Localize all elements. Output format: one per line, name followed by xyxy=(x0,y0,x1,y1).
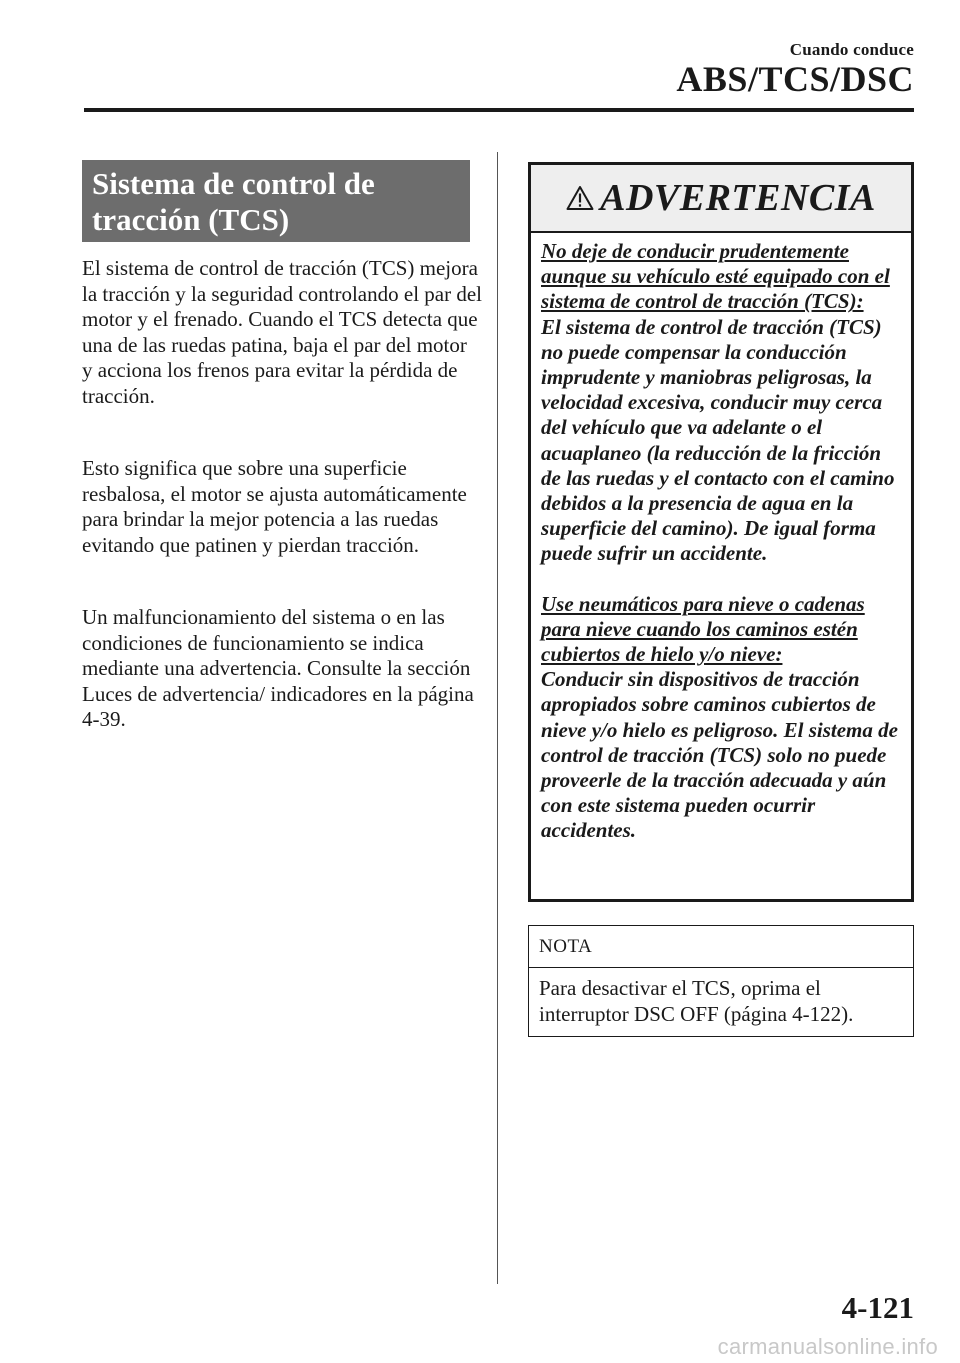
warning-body xyxy=(531,233,911,844)
column-divider xyxy=(497,152,498,1284)
body-paragraph-malfunction: Un malfuncionamiento del sistema o en las condiciones de funcionamiento se indica mediante una advertencia. Consulte la sección Luces de advertencia/ indicadores en la página 4-39. xyxy=(82,605,474,731)
running-header-section: ABS/TCS/DSC xyxy=(676,59,914,99)
note-box xyxy=(528,925,914,1037)
watermark: carmanualsonline.info xyxy=(717,1334,938,1359)
running-header-chapter: Cuando conduce xyxy=(789,40,914,59)
header-rule xyxy=(84,108,914,112)
warning-item-heading: No deje de conducir prudentemente aunque su vehículo esté equipado con el sistema de control de tracción (TCS): xyxy=(541,239,890,314)
warning-triangle-icon xyxy=(566,185,594,211)
page-number: 4-121 xyxy=(841,1290,914,1325)
warning-header xyxy=(531,165,911,233)
note-text: Para desactivar el TCS, oprima el interruptor DSC OFF (página 4-122). xyxy=(539,976,854,1026)
body-paragraph-slippery-surface: Esto significa que sobre una superficie resbalosa, el motor se ajusta automáticamente para brindar la mejor potencia a las ruedas evitando que patinen y pierdan tracción. xyxy=(82,456,467,557)
warning-title: ADVERTENCIA xyxy=(600,177,876,219)
warning-item-text: El sistema de control de tracción (TCS) no puede compensar la conducción imprudente y maniobras peligrosas, la velocidad excesiva, conducir muy cerca del vehículo que va adelante o el acuaplaneo (la reducción de la fricción de las ruedas y el contacto con el camino debidos a la presencia de agua en la superficie del camino). De igual forma puede sufrir un accidente. xyxy=(541,314,895,566)
note-title: NOTA xyxy=(529,926,913,968)
warning-item-heading: Use neumáticos para nieve o cadenas para nieve cuando los caminos estén cubiertos de hielo y/o nieve: xyxy=(541,591,865,667)
section-title: Sistema de control de tracción (TCS) xyxy=(82,160,470,242)
warning-item-text: Conducir sin dispositivos de tracción apropiados sobre caminos cubiertos de nieve y/o hielo es peligroso. El sistema de control de tracción (TCS) solo no puede proveerle de la tracción adecuada y aún con este sistema pueden ocurrir accidentes. xyxy=(541,667,898,843)
warning-box xyxy=(528,162,914,902)
body-paragraph-tcs-description: El sistema de control de tracción (TCS) mejora la tracción y la seguridad controlando el par del motor y el frenado. Cuando el TCS detecta que una de las ruedas patina, baja el par del motor y acciona los frenos para evitar la pérdida de tracción. xyxy=(82,256,483,408)
warning-spacer xyxy=(541,567,901,592)
